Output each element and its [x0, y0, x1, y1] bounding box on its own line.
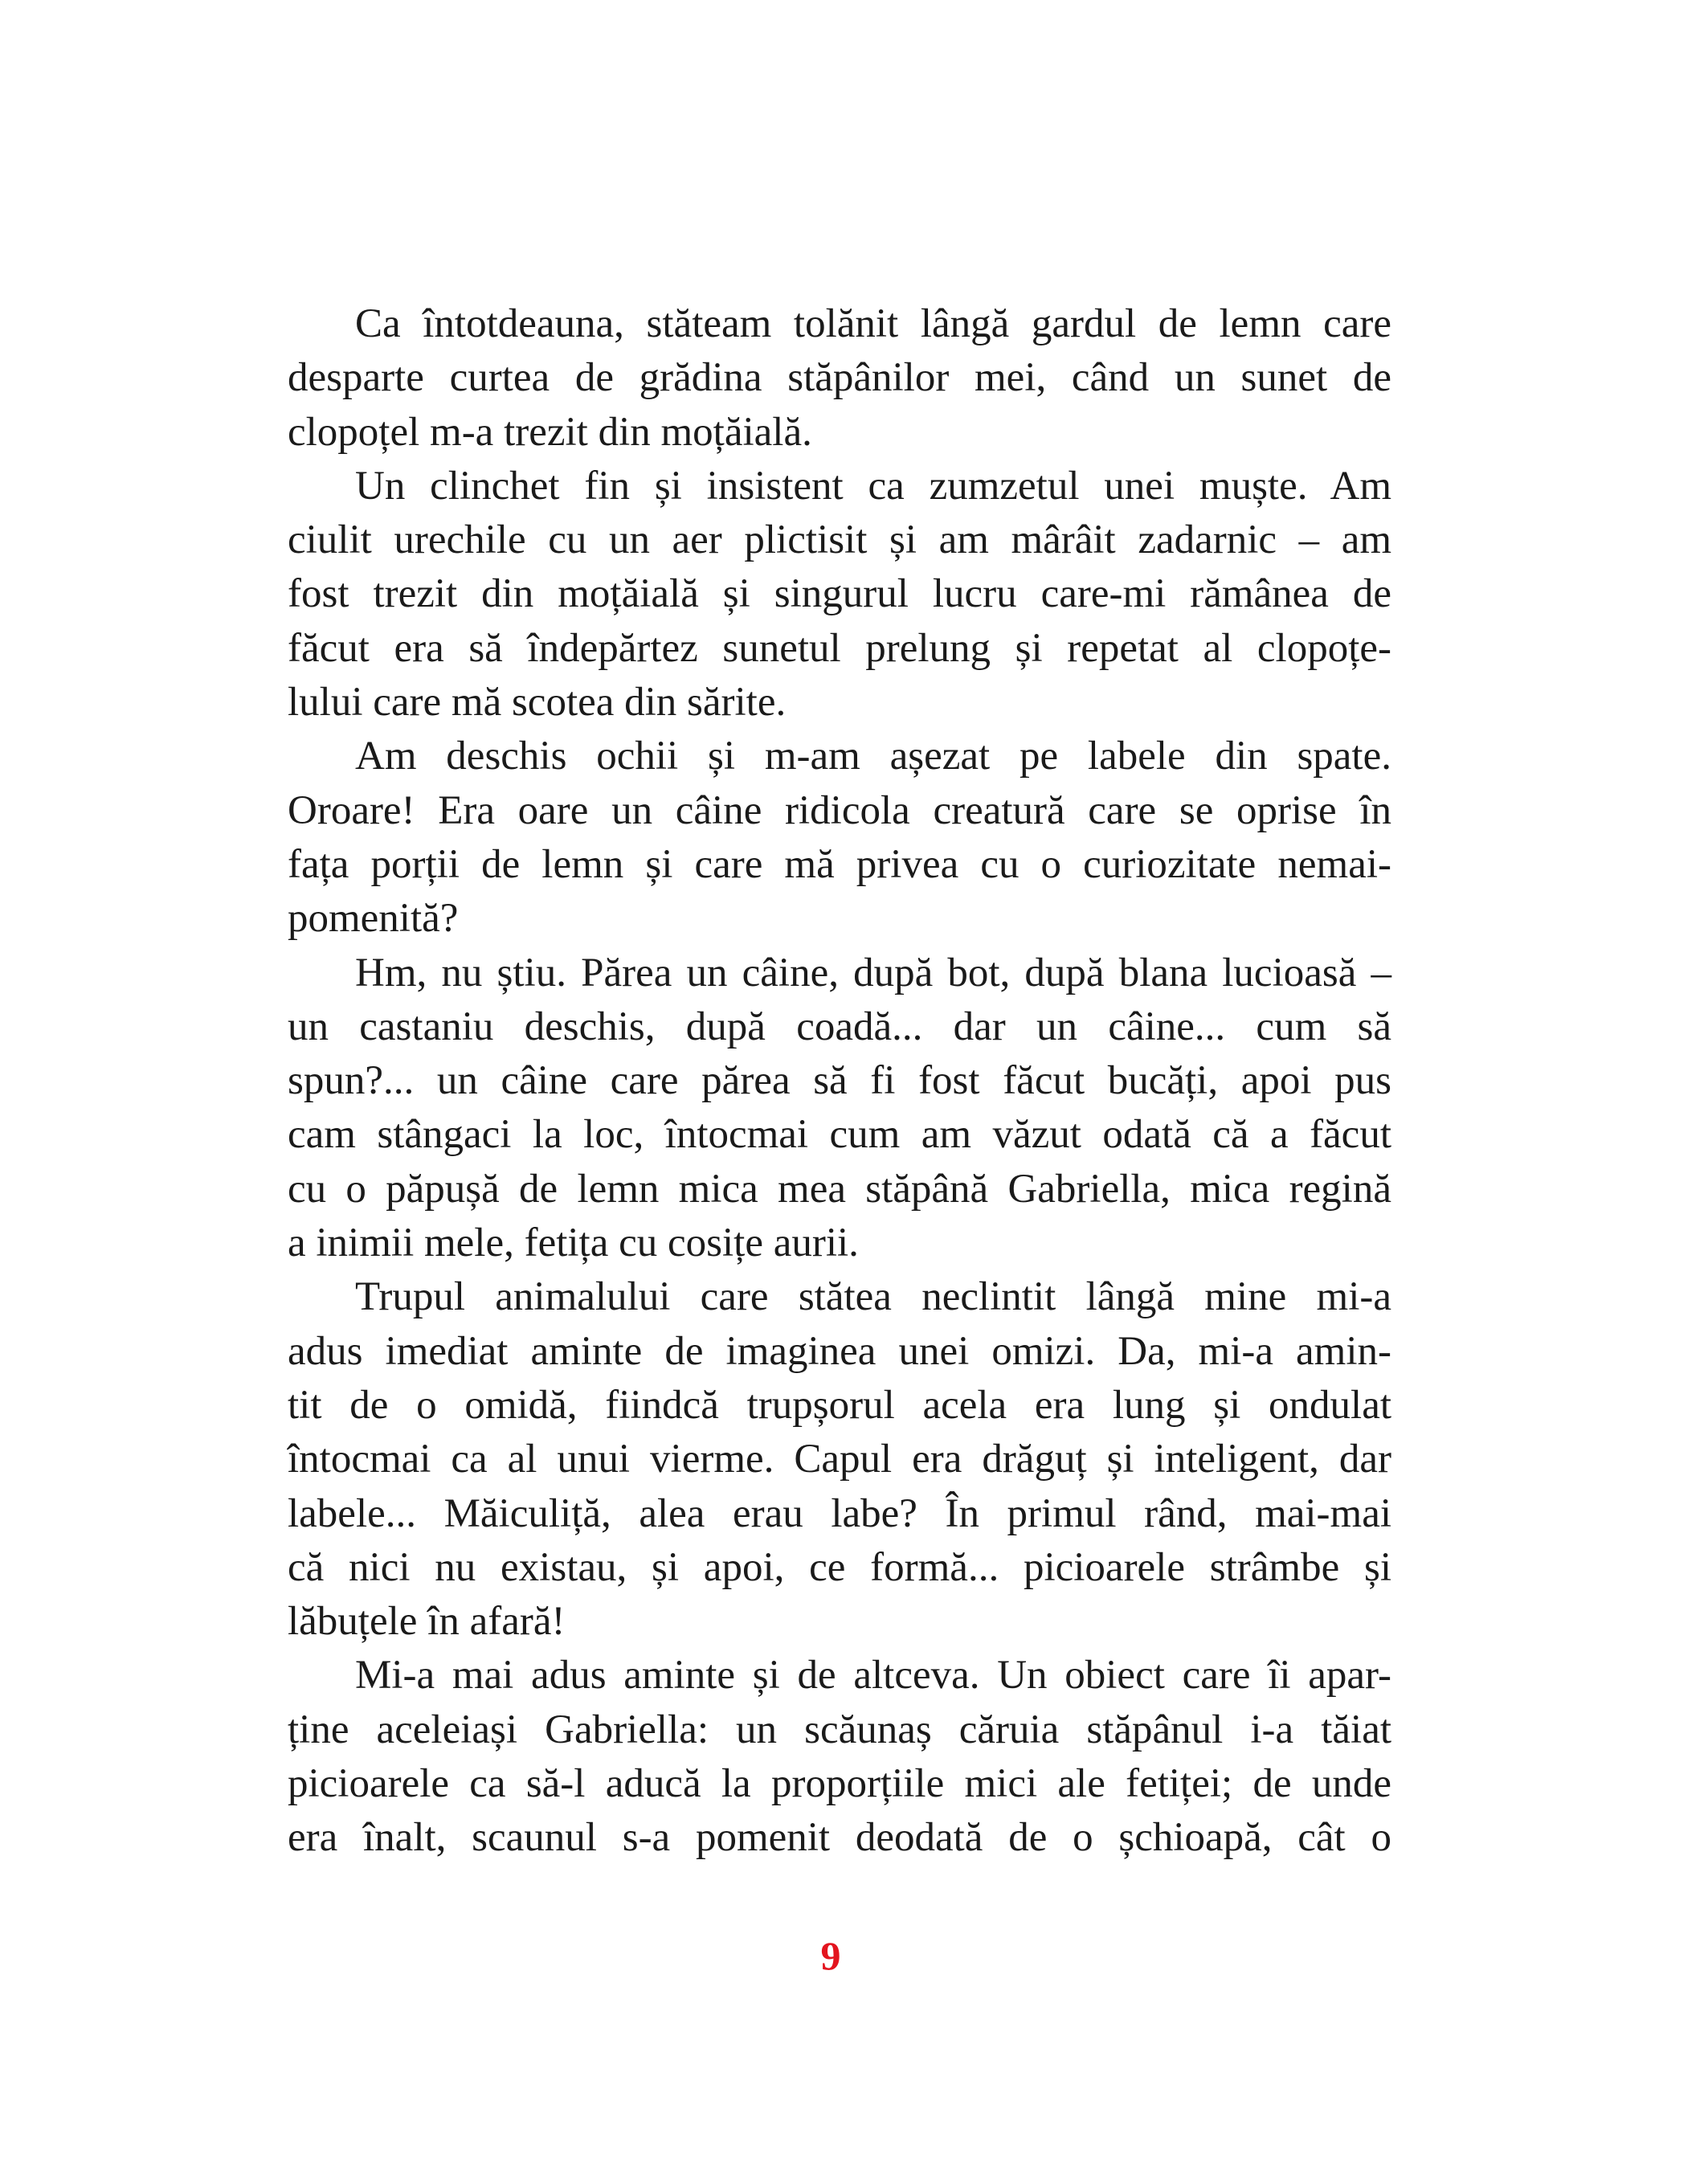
text-line: era înalt, scaunul s-a pomenit deodată de o șchioapă, cât o: [288, 1815, 1391, 1861]
text-line: fost trezit din moțăială și singurul lucru care-mi rămânea de: [288, 571, 1391, 617]
text-line: un castaniu deschis, după coadă... dar un câine... cum să: [288, 1004, 1391, 1049]
text-line: cam stângaci la loc, întocmai cum am văzut odată că a făcut: [288, 1112, 1391, 1158]
text-line: Mi-a mai adus aminte și de altceva. Un obiect care îi apar-: [355, 1653, 1391, 1699]
text-line: întocmai ca al unui vierme. Capul era drăguț și inteligent, dar: [288, 1437, 1391, 1482]
text-line: fața porții de lemn și care mă privea cu o curiozitate nemai-: [288, 841, 1391, 887]
text-line: lăbuțele în afară!: [288, 1599, 566, 1645]
paragraph-4: [288, 946, 1391, 1271]
text-line: ciulit urechile cu un aer plictisit și am mârâit zadarnic – am: [288, 517, 1391, 563]
text-line: Un clinchet fin și insistent ca zumzetul unei muște. Am: [355, 463, 1391, 509]
text-line: Oroare! Era oare un câine ridicola creatură care se oprise în: [288, 787, 1391, 833]
text-line: Ca întotdeauna, stăteam tolănit lângă gardul de lemn care: [355, 301, 1391, 346]
text-line: Trupul animalului care stătea neclintit lângă mine mi-a: [355, 1274, 1391, 1320]
text-line: adus imediat aminte de imaginea unei omizi. Da, mi-a amin-: [288, 1328, 1391, 1374]
paragraph-6: [288, 1649, 1391, 1865]
text-line: a inimii mele, fetița cu cosițe aurii.: [288, 1220, 859, 1266]
text-line: desparte curtea de grădina stăpânilor mei, când un sunet de: [288, 355, 1391, 401]
text-line: ține aceleiași Gabriella: un scăunaș căruia stăpânul i-a tăiat: [288, 1707, 1391, 1752]
text-line: picioarele ca să-l aducă la proporțiile mici ale fetiței; de unde: [288, 1761, 1391, 1807]
text-line: lului care mă scotea din sărite.: [288, 680, 787, 726]
text-line: Am deschis ochii și m-am așezat pe labele din spate.: [355, 734, 1391, 779]
text-line: făcut era să îndepărtez sunetul prelung și repetat al clopoțe-: [288, 625, 1391, 671]
body-text: [288, 297, 1391, 1866]
text-line: spun?... un câine care părea să fi fost făcut bucăți, apoi pus: [288, 1058, 1391, 1104]
page-number: 9: [820, 1933, 841, 1978]
paragraph-3: [288, 730, 1391, 946]
text-line: labele... Măiculiță, alea erau labe? În primul rând, mai-mai: [288, 1490, 1391, 1536]
paragraph-1: [288, 297, 1391, 460]
text-line: Hm, nu știu. Părea un câine, după bot, după blana lucioasă –: [355, 950, 1391, 995]
text-line: tit de o omidă, fiindcă trupșorul acela era lung și ondulat: [288, 1382, 1391, 1428]
text-line: cu o păpușă de lemn mica mea stăpână Gabriella, mica regină: [288, 1166, 1391, 1212]
paragraph-5: [288, 1270, 1391, 1649]
text-line: clopoțel m-a trezit din moțăială.: [288, 409, 812, 455]
text-line: pomenită?: [288, 896, 459, 942]
paragraph-2: [288, 460, 1391, 730]
text-line: că nici nu existau, și apoi, ce formă... picioarele strâmbe și: [288, 1544, 1391, 1590]
